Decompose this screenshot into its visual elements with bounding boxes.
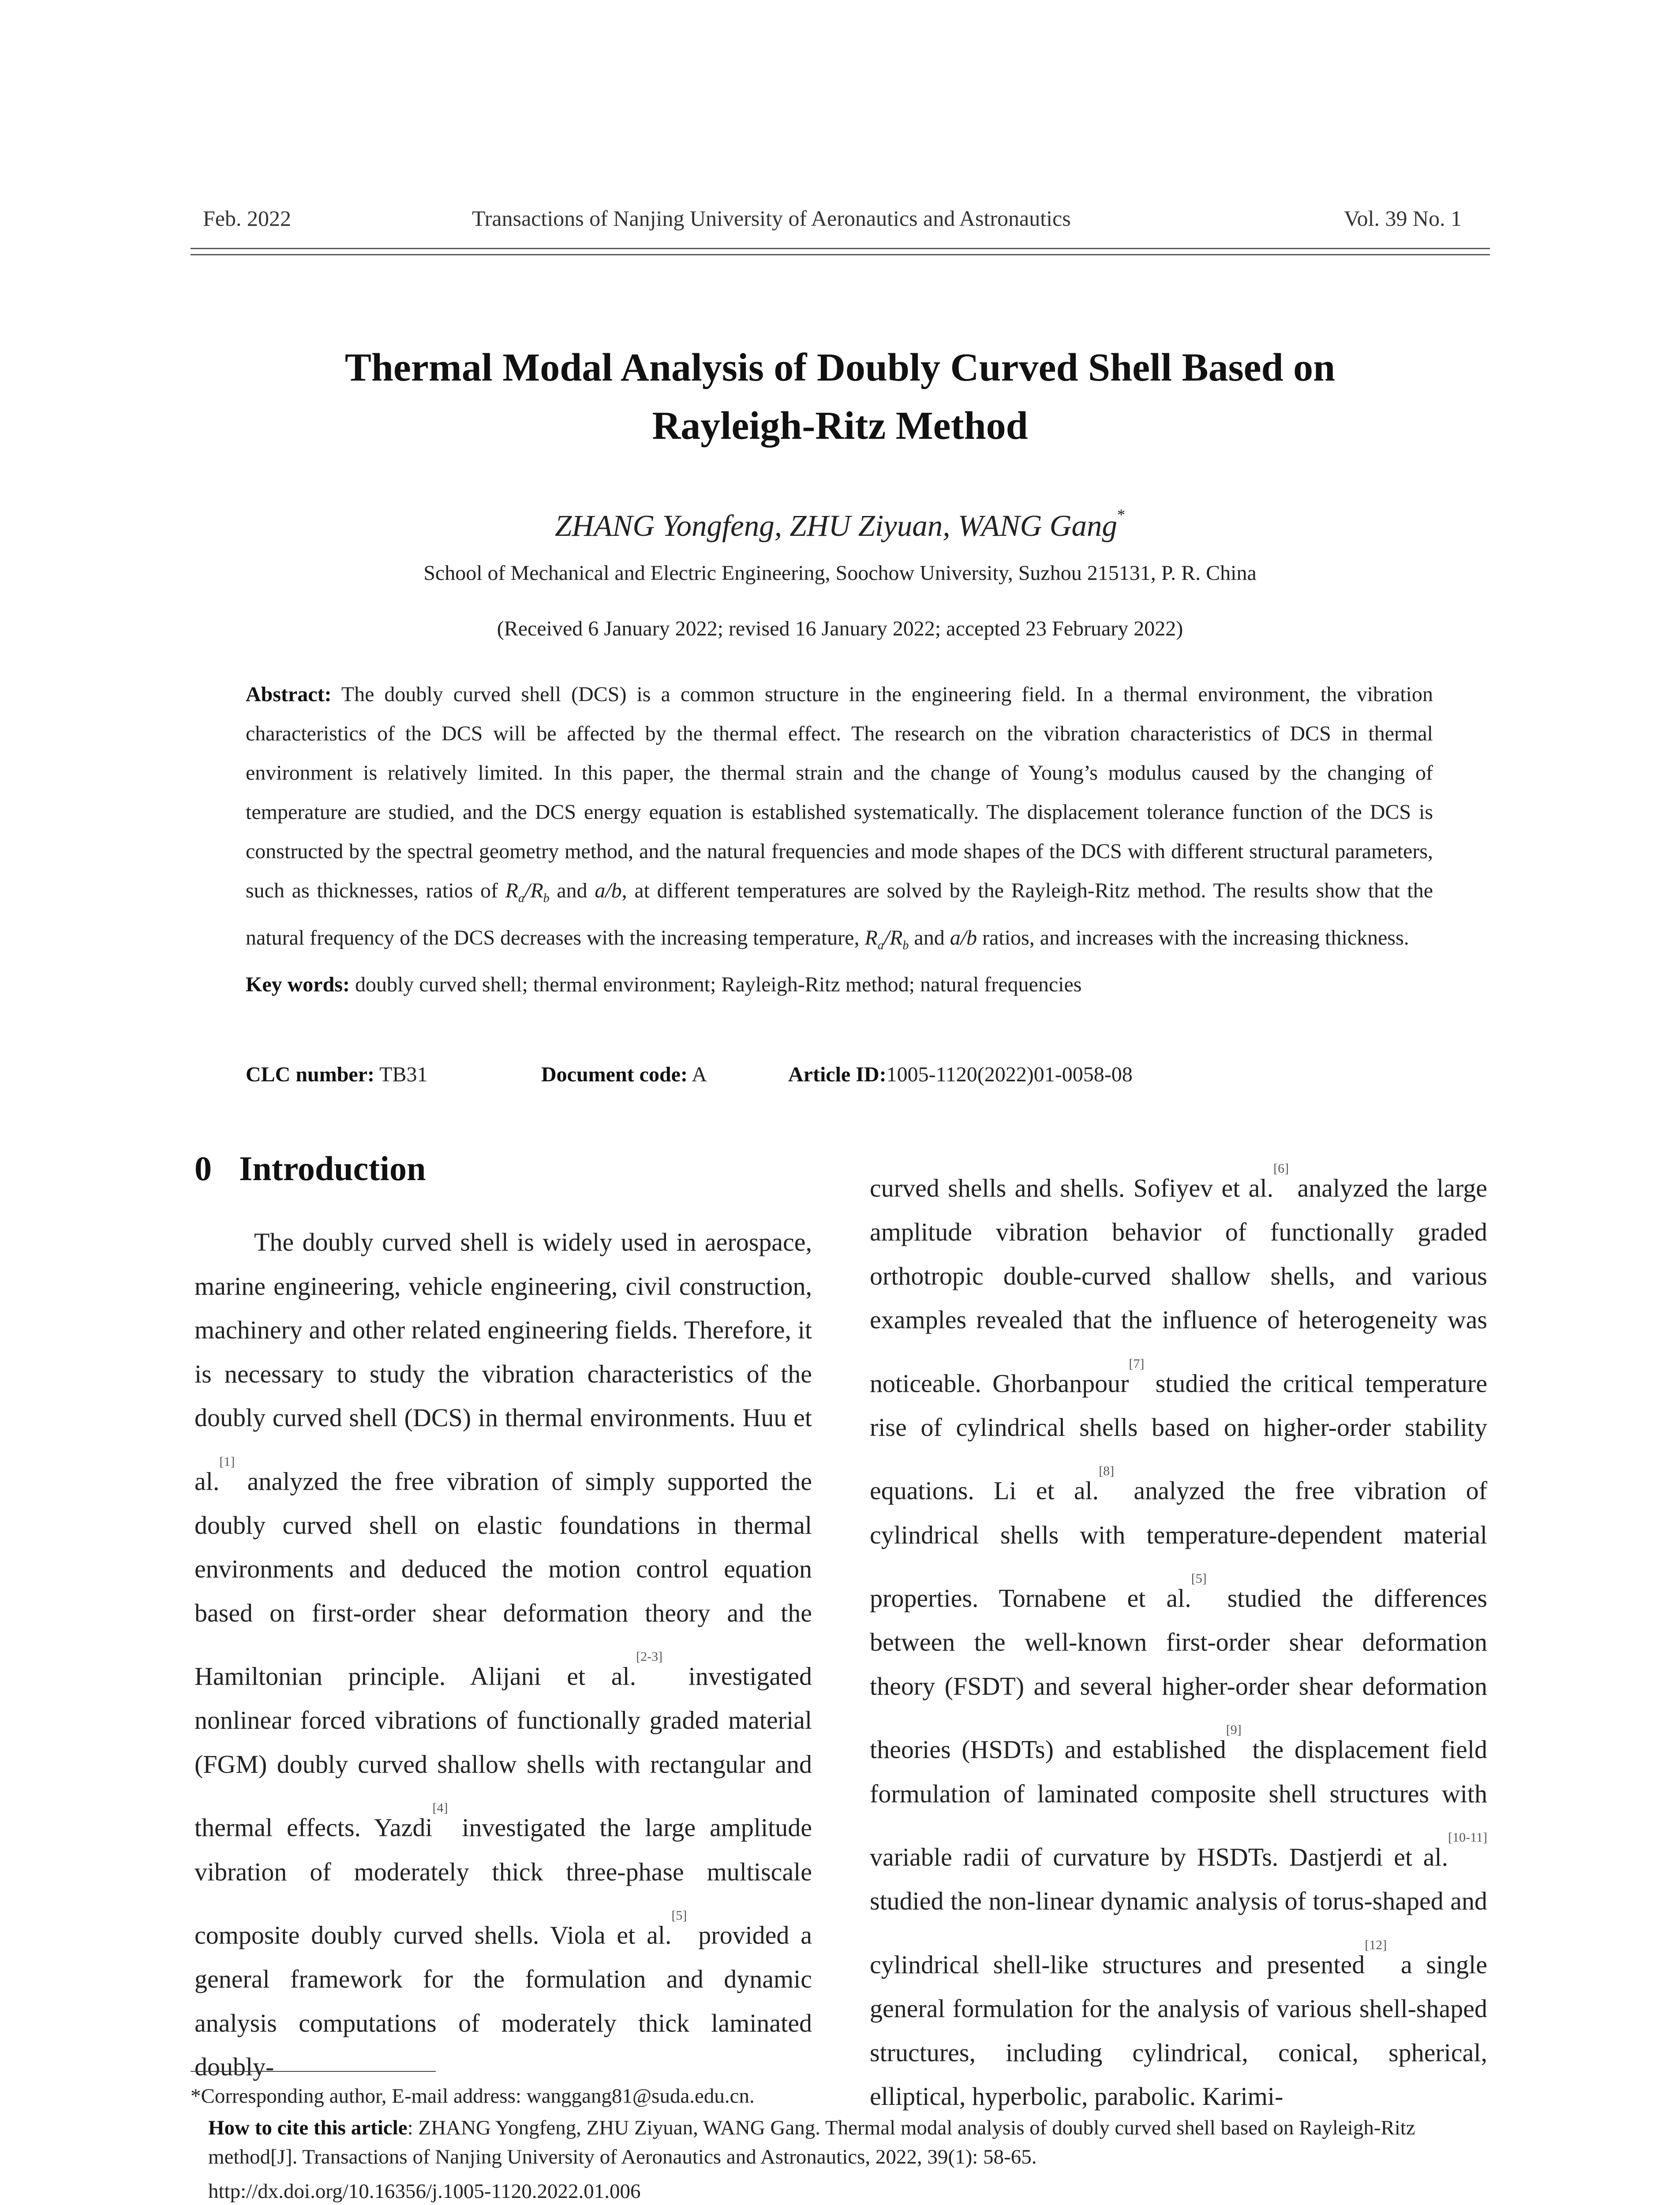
abstract-label: Abstract: [246, 683, 332, 706]
ratio-ra-rb-2: $R_a/R_b$ [864, 926, 909, 953]
title-line-2: Rayleigh-Ritz Method [652, 404, 1028, 448]
abstract [246, 675, 1433, 1004]
ratio-a-b: a/b [595, 879, 622, 902]
classification-row [246, 1061, 1133, 1089]
received-dates: (Received 6 January 2022; revised 16 January 2022; accepted 23 February 2022) [497, 617, 1183, 640]
intro-paragraph-1: The doubly curved shell is widely used in aerospace, marine engineering, vehicle engineering, civil construction, machinery and other related engineering fields. Therefore, it is necessary to study the vibration characteristics of the doubly curved shell (DCS) in thermal environments. Huu et al.[1] analyzed the free vibration of simply supported the doubly curved shell on elastic foundations in thermal environments and deduced the motion control equation based on first-order shear deformation theory and the Hamiltonian principle. Alijani et al.[2-3] investigated nonlinear forced vibrations of functionally graded material (FGM) doubly curved shallow shells with rectangular and thermal effects. Yazdi[4] investigated the large amplitude vibration of moderately thick three-phase multiscale composite doubly curved shells. Viola et al.[5] provided a general framework for the formulation and dynamic analysis computations of moderately thick laminated doubly- [195, 1228, 812, 2082]
citation-5b[interactable]: [5] [1191, 1571, 1207, 1586]
intro-right-column [870, 1147, 1487, 2119]
citation-7[interactable]: [7] [1129, 1356, 1145, 1371]
footnotes [191, 2082, 1492, 2205]
header-rule-top [191, 248, 1490, 249]
header-journal: Transactions of Nanjing University of Aeronautics and Astronautics [472, 206, 1071, 231]
citation-4[interactable]: [4] [432, 1801, 448, 1816]
article-id: Article ID:1005-1120(2022)01-0058-08 [788, 1063, 1133, 1086]
ratio-ra-rb: $R_a/R_b$ [505, 879, 550, 905]
intro-left-column [195, 1220, 812, 2089]
paper-title [132, 339, 1548, 455]
header-volume: Vol. 39 No. 1 [1344, 206, 1462, 231]
title-line-1: Thermal Modal Analysis of Doubly Curved Shell Based on [344, 346, 1336, 389]
citation-10-11[interactable]: [10-11] [1448, 1830, 1487, 1845]
author-list [132, 495, 1548, 546]
corresponding-author-note: *Corresponding author, E-mail address: wanggang81@suda.edu.cn. [191, 2085, 755, 2108]
citation-6[interactable]: [6] [1273, 1161, 1289, 1176]
keywords: Key words: doubly curved shell; thermal environment; Rayleigh-Ritz method; natural frequencies [246, 973, 1082, 997]
citation-9[interactable]: [9] [1226, 1723, 1242, 1738]
affiliation: School of Mechanical and Electric Engineering, Soochow University, Suzhou 215131, P. R. China [423, 561, 1257, 585]
doi-link[interactable]: http://dx.doi.org/10.16356/j.1005-1120.2022.01.006 [208, 2180, 641, 2203]
citation-8[interactable]: [8] [1099, 1464, 1115, 1479]
intro-paragraph-continued: curved shells and shells. Sofiyev et al.[6] analyzed the large amplitude vibration behavior of functionally graded orthotropic double-curved shallow shells, and various examples revealed that the influence of heterogeneity was noticeable. Ghorbanpour[7] studied the critical temperature rise of cylindrical shells based on higher-order stability equations. Li et al.[8] analyzed the free vibration of cylindrical shells with temperature-dependent material properties. Tornabene et al.[5] studied the differences between the well-known first-order shear deformation theory (FSDT) and several higher-order shear deformation theories (HSDTs) and established[9] the displacement field formulation of laminated composite shell structures with variable radii of curvature by HSDTs. Dastjerdi et al.[10-11] studied the non-linear dynamic analysis of torus-shaped and cylindrical shell-like structures and presented[12] a single general formulation for the analysis of various shell-shaped structures, including cylindrical, conical, spherical, elliptical, hyperbolic, parabolic. Karimi- [870, 1161, 1488, 2111]
footnote-rule [191, 2071, 436, 2072]
citation-5[interactable]: [5] [671, 1908, 687, 1923]
authors-text: ZHANG Yongfeng, ZHU Ziyuan, WANG Gang [555, 509, 1117, 542]
section-heading: 0 Introduction [195, 1149, 426, 1188]
clc-number: CLC number: TB31 [246, 1063, 428, 1086]
citation-2-3[interactable]: [2-3] [636, 1649, 663, 1664]
document-code: Document code: A [541, 1063, 707, 1086]
ratio-a-b-2: a/b [950, 926, 977, 949]
corresponding-mark: * [1117, 506, 1125, 523]
header-rule-bottom [191, 254, 1490, 255]
citation-12[interactable]: [12] [1365, 1937, 1387, 1952]
citation-1[interactable]: [1] [219, 1454, 235, 1469]
abstract-paragraph: Abstract: The doubly curved shell (DCS) is a common structure in the engineering field. In a thermal environment, the vibration characteristics of the DCS will be affected by the thermal effect. The research on the vibration characteristics of DCS in thermal environment is relatively limited. In this paper, the thermal strain and the change of Young’s modulus caused by the changing of temperature are studied, and the DCS energy equation is established systematically. The displacement tolerance function of the DCS is constructed by the spectral geometry method, and the natural frequencies and mode shapes of the DCS with different structural parameters, such as thicknesses, ratios of $R_a/R_b$ and a/b, at different temperatures are solved by the Rayleigh-Ritz method. The results show that the natural frequency of the DCS decreases with the increasing temperature, $R_a/R_b$ and a/b ratios, and increases with the increasing thickness. [246, 683, 1433, 953]
header-date: Feb. 2022 [203, 206, 291, 231]
citation-note: How to cite this article: ZHANG Yongfeng, ZHU Ziyuan, WANG Gang. Thermal modal analysis of doubly curved shell based on Rayleigh-Ritz method[J]. Transactions of Nanjing University of Aeronautics and Astronautics, 2022, 39(1): 58-65. [208, 2116, 1415, 2168]
